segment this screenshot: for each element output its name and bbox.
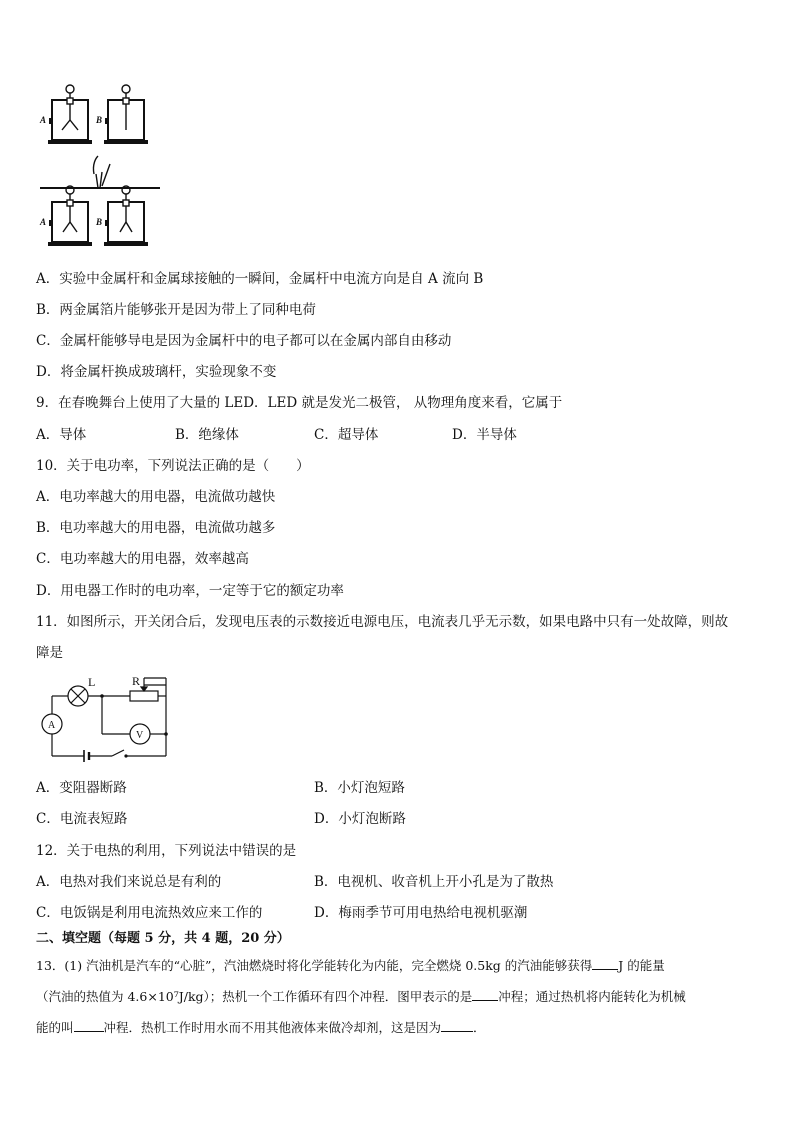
rheostat-label: R [132, 674, 141, 688]
label-a-bottom: A [40, 217, 47, 227]
q10-option-d: D．用电器工作时的电功率，一定等于它的额定功率 [36, 583, 344, 599]
q13-line2 [36, 988, 686, 1006]
ammeter-label: A [48, 720, 56, 731]
q13-line1-tail: J 的能量 [618, 958, 665, 973]
q8-option-c: C．金属杆能够导电是因为金属杆中的电子都可以在金属内部自由移动 [36, 333, 452, 349]
q8-option-b: B．两金属箔片能够张开是因为带上了同种电荷 [36, 302, 316, 318]
q10-option-b: B．电功率越大的用电器，电流做功越多 [36, 520, 276, 536]
q9-option-a: A．导体 [36, 427, 87, 443]
q13-line3-text: 能的叫 [36, 1020, 74, 1035]
q9-option-d: D．半导体 [452, 427, 517, 443]
q13-line3-tail: ． [473, 1020, 486, 1035]
q9-option-b: B．绝缘体 [175, 427, 239, 443]
q8-option-d: D．将金属杆换成玻璃杆，实验现象不变 [36, 364, 277, 380]
q12-option-c: C．电饭锅是利用电流热效应来工作的 [36, 905, 263, 921]
q12-stem: 12．关于电热的利用，下列说法中错误的是 [36, 843, 297, 859]
q9-option-c: C．超导体 [314, 427, 379, 443]
blank-energy[interactable] [592, 957, 618, 970]
q12-option-a: A．电热对我们来说总是有利的 [36, 874, 222, 890]
q11-option-c: C．电流表短路 [36, 811, 128, 827]
q9-stem: 9．在春晚舞台上使用了大量的 LED．LED 就是发光二极管， 从物理角度来看，它属于 [36, 395, 563, 411]
circuit-diagram [38, 672, 174, 768]
lamp-label: L [88, 675, 96, 689]
q11-stem-line1: 11．如图所示，开关闭合后，发现电压表的示数接近电源电压，电流表几乎无示数，如果电路中只有一处故障，则故 [36, 614, 729, 630]
section-heading: 二、填空题（每题 5 分，共 4 题，20 分） [36, 931, 290, 946]
q8-option-a: A．实验中金属杆和金属球接触的一瞬间，金属杆中电流方向是自 A 流向 B [36, 271, 484, 287]
q13-line2-tail: 冲程；通过热机将内能转化为机械 [498, 989, 686, 1004]
q13-line1-text: 13．(1) 汽油机是汽车的“心脏”，汽油燃烧时将化学能转化为内能，完全燃烧 0.5kg 的汽油能够获得 [36, 958, 593, 973]
blank-stroke-type[interactable] [472, 988, 498, 1001]
q13-line1 [36, 957, 665, 975]
blank-power-stroke[interactable] [74, 1019, 104, 1032]
electroscope-figure [36, 82, 160, 254]
q13-line3 [36, 1019, 486, 1037]
label-b-top: B [96, 115, 103, 125]
q11-option-d: D．小灯泡断路 [314, 811, 406, 827]
q10-stem: 10．关于电功率，下列说法正确的是（ ） [36, 458, 310, 474]
q13-line2-text: （汽油的热值为 4.6×10⁷J/kg）；热机一个工作循环有四个冲程．图甲表示的是 [36, 989, 473, 1004]
q13-line3-mid: 冲程．热机工作时用水而不用其他液体来做冷却剂，这是因为 [103, 1020, 442, 1035]
label-a-top: A [40, 115, 47, 125]
q11-option-a: A．变阻器断路 [36, 780, 127, 796]
blank-reason[interactable] [441, 1019, 473, 1032]
q10-option-c: C．电功率越大的用电器，效率越高 [36, 551, 249, 567]
voltmeter-label: V [136, 730, 144, 741]
q12-option-b: B．电视机、收音机上开小孔是为了散热 [314, 874, 554, 890]
q11-stem-line2: 障是 [36, 645, 63, 661]
q12-option-d: D．梅雨季节可用电热给电视机驱潮 [314, 905, 528, 921]
q10-option-a: A．电功率越大的用电器，电流做功越快 [36, 489, 276, 505]
q11-option-b: B．小灯泡短路 [314, 780, 405, 796]
label-b-bottom: B [96, 217, 103, 227]
